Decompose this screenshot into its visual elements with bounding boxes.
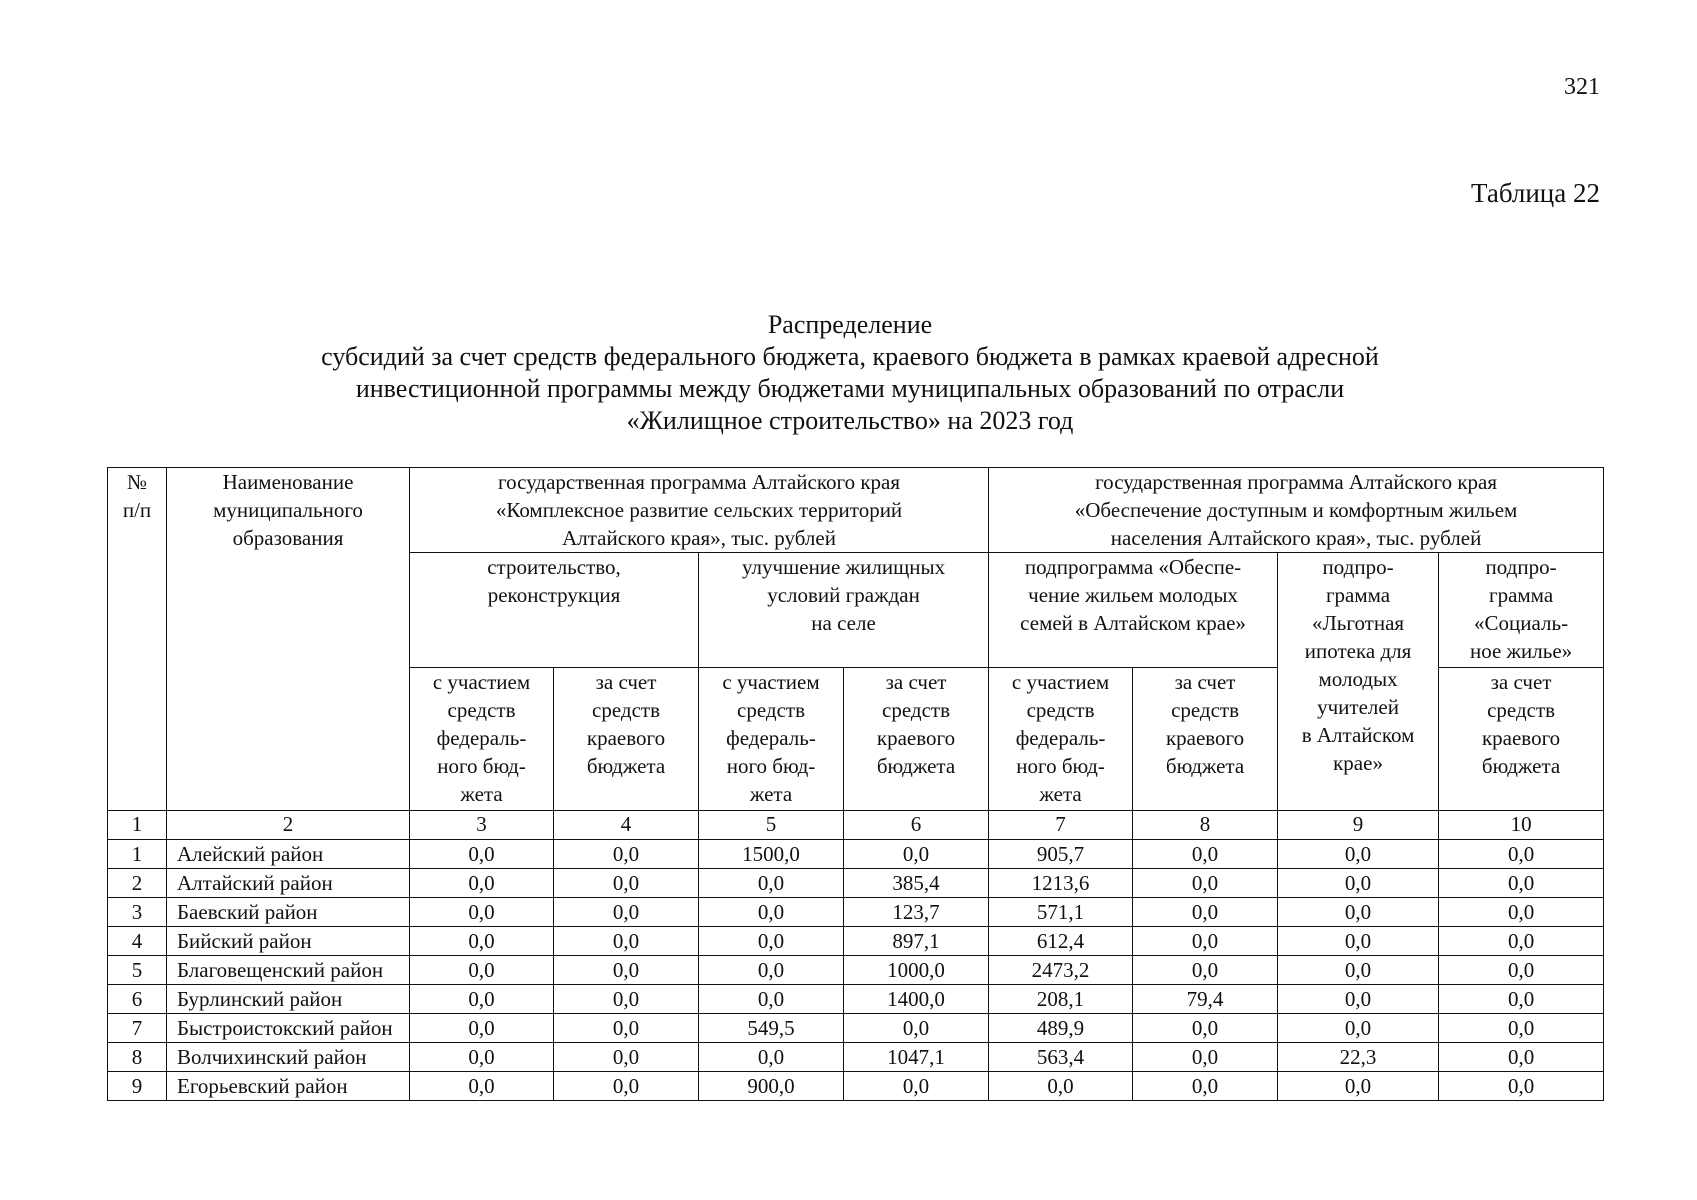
value-cell: 571,1	[989, 898, 1133, 927]
table-row	[108, 1072, 1604, 1101]
column-number: 2	[167, 811, 410, 840]
value-cell: 0,0	[1278, 1014, 1439, 1043]
value-cell: 0,0	[1439, 898, 1604, 927]
value-cell: 0,0	[1439, 985, 1604, 1014]
value-cell: 489,9	[989, 1014, 1133, 1043]
value-cell: 208,1	[989, 985, 1133, 1014]
value-cell: 0,0	[1278, 869, 1439, 898]
header-housing-improvement: улучшение жилищных условий граждан на селе	[699, 553, 989, 668]
value-cell: 0,0	[844, 840, 989, 869]
value-cell: 0,0	[410, 1014, 554, 1043]
municipality-name: Благовещенский район	[167, 956, 410, 985]
value-cell: 0,0	[699, 1043, 844, 1072]
municipality-name: Бийский район	[167, 927, 410, 956]
value-cell: 0,0	[844, 1014, 989, 1043]
table-row	[108, 898, 1604, 927]
row-number: 6	[108, 985, 167, 1014]
value-cell: 0,0	[1439, 1072, 1604, 1101]
municipality-name: Алейский район	[167, 840, 410, 869]
value-cell: 0,0	[554, 840, 699, 869]
value-cell: 0,0	[1278, 927, 1439, 956]
header-subprogram-young-families: подпрограмма «Обеспе- чение жильем молодых семей в Алтайском крае»	[989, 553, 1278, 668]
header-program-housing: государственная программа Алтайского края «Обеспечение доступным и комфортным жильем населения Алтайского края», тыс. рублей	[989, 468, 1604, 553]
value-cell: 0,0	[554, 956, 699, 985]
value-cell: 1000,0	[844, 956, 989, 985]
table-label: Таблица 22	[1471, 178, 1600, 208]
value-cell: 0,0	[1439, 869, 1604, 898]
header-subprogram-mortgage: подпро- грамма «Льготная ипотека для молодых учителей в Алтайском крае»	[1278, 553, 1439, 811]
value-cell: 0,0	[554, 1043, 699, 1072]
value-cell: 0,0	[1439, 956, 1604, 985]
column-number: 10	[1439, 811, 1604, 840]
value-cell: 0,0	[1278, 898, 1439, 927]
value-cell: 1213,6	[989, 869, 1133, 898]
value-cell: 22,3	[1278, 1043, 1439, 1072]
header-regional: за счет средств краевого бюджета	[554, 668, 699, 811]
municipality-name: Быстроистокский район	[167, 1014, 410, 1043]
value-cell: 0,0	[554, 985, 699, 1014]
table-row	[108, 985, 1604, 1014]
value-cell: 0,0	[410, 956, 554, 985]
value-cell: 0,0	[1133, 1014, 1278, 1043]
value-cell: 0,0	[1133, 840, 1278, 869]
municipality-name: Егорьевский район	[167, 1072, 410, 1101]
column-number: 9	[1278, 811, 1439, 840]
value-cell: 0,0	[699, 869, 844, 898]
value-cell: 905,7	[989, 840, 1133, 869]
value-cell: 0,0	[1278, 985, 1439, 1014]
value-cell: 0,0	[410, 898, 554, 927]
column-number: 7	[989, 811, 1133, 840]
title-line: «Жилищное строительство» на 2023 год	[626, 406, 1074, 435]
value-cell: 0,0	[410, 840, 554, 869]
column-number: 1	[108, 811, 167, 840]
document-title	[200, 309, 1500, 437]
row-number: 9	[108, 1072, 167, 1101]
value-cell: 0,0	[1133, 1043, 1278, 1072]
value-cell: 0,0	[699, 985, 844, 1014]
value-cell: 0,0	[410, 869, 554, 898]
subsidy-table	[107, 467, 1604, 1101]
value-cell: 0,0	[1439, 840, 1604, 869]
column-number-row	[108, 811, 1604, 840]
value-cell: 0,0	[1439, 927, 1604, 956]
header-program-rural: государственная программа Алтайского края «Комплексное развитие сельских территорий Алтайского края», тыс. рублей	[410, 468, 989, 553]
header-num: № п/п	[108, 468, 167, 811]
column-number: 4	[554, 811, 699, 840]
table-row	[108, 869, 1604, 898]
column-number: 3	[410, 811, 554, 840]
header-construction: строительство, реконструкция	[410, 553, 699, 668]
table-row	[108, 956, 1604, 985]
value-cell: 0,0	[699, 956, 844, 985]
value-cell: 900,0	[699, 1072, 844, 1101]
row-number: 8	[108, 1043, 167, 1072]
table-row	[108, 1014, 1604, 1043]
value-cell: 0,0	[1278, 1072, 1439, 1101]
value-cell: 0,0	[1439, 1014, 1604, 1043]
header-with-federal: с участием средств федераль- ного бюд- жета	[410, 668, 554, 811]
municipality-name: Бурлинский район	[167, 985, 410, 1014]
value-cell: 0,0	[554, 898, 699, 927]
value-cell: 897,1	[844, 927, 989, 956]
value-cell: 0,0	[989, 1072, 1133, 1101]
value-cell: 0,0	[410, 1072, 554, 1101]
value-cell: 0,0	[410, 927, 554, 956]
header-with-federal: с участием средств федераль- ного бюд- жета	[989, 668, 1133, 811]
value-cell: 0,0	[554, 1014, 699, 1043]
value-cell: 0,0	[1278, 956, 1439, 985]
table-row	[108, 927, 1604, 956]
value-cell: 549,5	[699, 1014, 844, 1043]
value-cell: 0,0	[844, 1072, 989, 1101]
header-subprogram-social: подпро- грамма «Социаль- ное жилье»	[1439, 553, 1604, 668]
value-cell: 123,7	[844, 898, 989, 927]
value-cell: 0,0	[1133, 869, 1278, 898]
value-cell: 0,0	[554, 869, 699, 898]
column-number: 8	[1133, 811, 1278, 840]
value-cell: 1047,1	[844, 1043, 989, 1072]
page-number: 321	[1564, 74, 1600, 100]
row-number: 1	[108, 840, 167, 869]
value-cell: 1500,0	[699, 840, 844, 869]
title-line: Распределение	[767, 310, 933, 339]
header-regional: за счет средств краевого бюджета	[844, 668, 989, 811]
table-row	[108, 840, 1604, 869]
header-regional: за счет средств краевого бюджета	[1133, 668, 1278, 811]
value-cell: 0,0	[699, 927, 844, 956]
value-cell: 385,4	[844, 869, 989, 898]
value-cell: 0,0	[1133, 956, 1278, 985]
title-line: инвестиционной программы между бюджетами муниципальных образований по отрасли	[355, 374, 1345, 403]
row-number: 2	[108, 869, 167, 898]
municipality-name: Баевский район	[167, 898, 410, 927]
value-cell: 0,0	[699, 898, 844, 927]
value-cell: 0,0	[410, 1043, 554, 1072]
value-cell: 0,0	[410, 985, 554, 1014]
row-number: 4	[108, 927, 167, 956]
municipality-name: Волчихинский район	[167, 1043, 410, 1072]
table-row	[108, 1043, 1604, 1072]
row-number: 5	[108, 956, 167, 985]
header-with-federal: с участием средств федераль- ного бюд- жета	[699, 668, 844, 811]
value-cell: 0,0	[1133, 898, 1278, 927]
value-cell: 0,0	[1278, 840, 1439, 869]
value-cell: 0,0	[554, 1072, 699, 1101]
value-cell: 2473,2	[989, 956, 1133, 985]
value-cell: 612,4	[989, 927, 1133, 956]
value-cell: 563,4	[989, 1043, 1133, 1072]
column-number: 5	[699, 811, 844, 840]
header-regional: за счет средств краевого бюджета	[1439, 668, 1604, 811]
row-number: 3	[108, 898, 167, 927]
value-cell: 1400,0	[844, 985, 989, 1014]
column-number: 6	[844, 811, 989, 840]
value-cell: 79,4	[1133, 985, 1278, 1014]
value-cell: 0,0	[554, 927, 699, 956]
municipality-name: Алтайский район	[167, 869, 410, 898]
value-cell: 0,0	[1133, 927, 1278, 956]
value-cell: 0,0	[1133, 1072, 1278, 1101]
row-number: 7	[108, 1014, 167, 1043]
title-line: субсидий за счет средств федерального бюджета, краевого бюджета в рамках краевой адресной	[321, 342, 1379, 371]
header-name: Наименование муниципального образования	[167, 468, 410, 811]
value-cell: 0,0	[1439, 1043, 1604, 1072]
